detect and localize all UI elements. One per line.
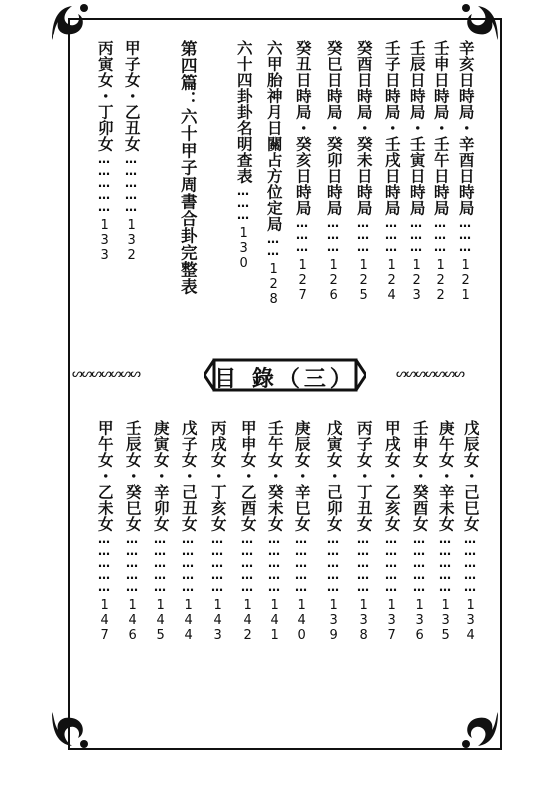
leader-dots: ……………	[97, 152, 111, 212]
toc-page-number: 137	[384, 598, 400, 643]
toc-entry[interactable]	[121, 420, 143, 643]
toc-entry-text: 丙戌女・丁亥女	[208, 420, 227, 532]
toc-page-number: 128	[266, 262, 282, 307]
leader-dots: ……………	[384, 532, 398, 592]
toc-entry[interactable]	[352, 40, 374, 303]
toc-page-number: 147	[97, 598, 113, 643]
toc-entry-text: 六十四卦卦名明查表	[234, 40, 253, 184]
toc-entry[interactable]	[408, 420, 430, 643]
divider-title-box	[204, 356, 366, 394]
toc-page-number: 136	[412, 598, 428, 643]
leader-dots: ……………	[326, 532, 340, 592]
toc-entry[interactable]	[262, 40, 284, 307]
leader-dots: ………	[409, 216, 423, 252]
leader-dots: ………	[236, 184, 250, 220]
toc-entry-text: 六甲胎神月日關占方位定局	[264, 40, 283, 232]
leader-dots: ……………	[125, 532, 139, 592]
toc-entry-text: 癸酉日時局・癸未日時局	[354, 40, 373, 216]
leader-dots: ……………	[438, 532, 452, 592]
leader-dots: ………	[433, 216, 447, 252]
toc-entry[interactable]	[120, 40, 142, 263]
toc-entry[interactable]	[380, 420, 402, 643]
toc-entry[interactable]	[290, 420, 312, 643]
toc-page-number: 145	[153, 598, 169, 643]
leader-dots: ……………	[240, 532, 254, 592]
toc-entry-text: 甲戌女・乙亥女	[382, 420, 401, 532]
toc-page-number: 133	[97, 218, 113, 263]
toc-entry-text: 甲子女・乙丑女	[122, 40, 141, 152]
toc-entry-text: 戊辰女・己巳女	[461, 420, 480, 532]
leader-dots: ……………	[181, 532, 195, 592]
toc-entry-text: 壬辰日時局・壬寅日時局	[407, 40, 426, 216]
toc-entry-text: 癸巳日時局・癸卯日時局	[324, 40, 343, 216]
toc-page-number: 125	[356, 258, 372, 303]
toc-entry-text: 甲申女・乙酉女	[238, 420, 257, 532]
toc-entry-text: 戊寅女・己卯女	[324, 420, 343, 532]
toc-entry[interactable]	[236, 420, 258, 643]
toc-entry-text: 甲午女・乙未女	[95, 420, 114, 532]
toc-page-number: 126	[326, 258, 342, 303]
toc-page-number: 139	[326, 598, 342, 643]
toc-entry-text: 壬申女・癸酉女	[410, 420, 429, 532]
toc-entry-text: 庚辰女・辛巳女	[292, 420, 311, 532]
toc-entry[interactable]	[322, 420, 344, 643]
corner-ornament-bottom-right	[458, 708, 502, 752]
toc-page-number: 132	[124, 218, 140, 263]
toc-page-number: 141	[267, 598, 283, 643]
section-divider	[70, 354, 500, 398]
toc-entry[interactable]	[429, 40, 451, 303]
toc-page-number: 121	[458, 258, 474, 303]
toc-entry[interactable]	[459, 420, 481, 643]
toc-page-number: 135	[438, 598, 454, 643]
corner-ornament-top-left	[48, 0, 92, 44]
toc-entry[interactable]	[380, 40, 402, 303]
toc-entry-text: 壬辰女・癸巳女	[123, 420, 142, 532]
leader-dots: ……………	[124, 152, 138, 212]
leader-dots: ……………	[153, 532, 167, 592]
leader-dots: ………	[326, 216, 340, 252]
toc-entry-text: 壬子日時局・壬戌日時局	[382, 40, 401, 216]
toc-entry[interactable]	[405, 40, 427, 303]
leader-dots: ……	[266, 232, 280, 256]
section-heading[interactable]	[176, 40, 198, 295]
toc-entry-text: 辛亥日時局・辛酉日時局	[456, 40, 475, 216]
toc-page-number: 144	[181, 598, 197, 643]
leader-dots: ………	[295, 216, 309, 252]
toc-page-number: 122	[433, 258, 449, 303]
leader-dots: ……………	[294, 532, 308, 592]
leader-dots: ……………	[210, 532, 224, 592]
wave-ornament-right: ᔕᔕᔕᔕᔕᔕᔕ	[396, 366, 464, 380]
toc-page-number: 123	[409, 258, 425, 303]
toc-entry[interactable]	[454, 40, 476, 303]
toc-entry[interactable]	[93, 40, 115, 263]
toc-entry[interactable]	[352, 420, 374, 643]
toc-entry[interactable]	[206, 420, 228, 643]
toc-entry[interactable]	[177, 420, 199, 643]
wave-ornament-left: ᔕᔕᔕᔕᔕᔕᔕ	[72, 366, 140, 380]
toc-page-number: 138	[356, 598, 372, 643]
toc-page-number: 124	[384, 258, 400, 303]
corner-ornament-top-right	[458, 0, 502, 44]
leader-dots: ………	[384, 216, 398, 252]
toc-page-number: 127	[295, 258, 311, 303]
leader-dots: ……………	[97, 532, 111, 592]
divider-title: 目 錄（三）	[214, 367, 356, 392]
toc-entry[interactable]	[232, 40, 254, 271]
toc-entry-text: 壬申日時局・壬午日時局	[431, 40, 450, 216]
toc-entry[interactable]	[93, 420, 115, 643]
leader-dots: ……………	[463, 532, 477, 592]
toc-entry[interactable]	[263, 420, 285, 643]
toc-entry-text: 丙寅女・丁卯女	[95, 40, 114, 152]
toc-page-number: 134	[463, 598, 479, 643]
toc-page-number: 140	[294, 598, 310, 643]
leader-dots: ……………	[356, 532, 370, 592]
toc-entry-text: 壬午女・癸未女	[265, 420, 284, 532]
leader-dots: ………	[458, 216, 472, 252]
toc-entry-text: 丙子女・丁丑女	[354, 420, 373, 532]
toc-entry[interactable]	[149, 420, 171, 643]
toc-entry-text: 癸丑日時局・癸亥日時局	[293, 40, 312, 216]
toc-entry-text: 庚午女・辛未女	[436, 420, 455, 532]
leader-dots: ……………	[267, 532, 281, 592]
leader-dots: ………	[356, 216, 370, 252]
chapter-title: 第四篇：六十甲子周書合卦完整表	[178, 40, 198, 295]
toc-entry[interactable]	[291, 40, 313, 303]
toc-entry[interactable]	[322, 40, 344, 303]
toc-entry-text: 戊子女・己丑女	[179, 420, 198, 532]
toc-page-number: 142	[240, 598, 256, 643]
toc-page-number: 143	[210, 598, 226, 643]
corner-ornament-bottom-left	[48, 708, 92, 752]
toc-entry[interactable]	[434, 420, 456, 643]
leader-dots: ……………	[412, 532, 426, 592]
toc-page-number: 146	[125, 598, 141, 643]
toc-entry-text: 庚寅女・辛卯女	[151, 420, 170, 532]
toc-page-number: 130	[236, 226, 252, 271]
